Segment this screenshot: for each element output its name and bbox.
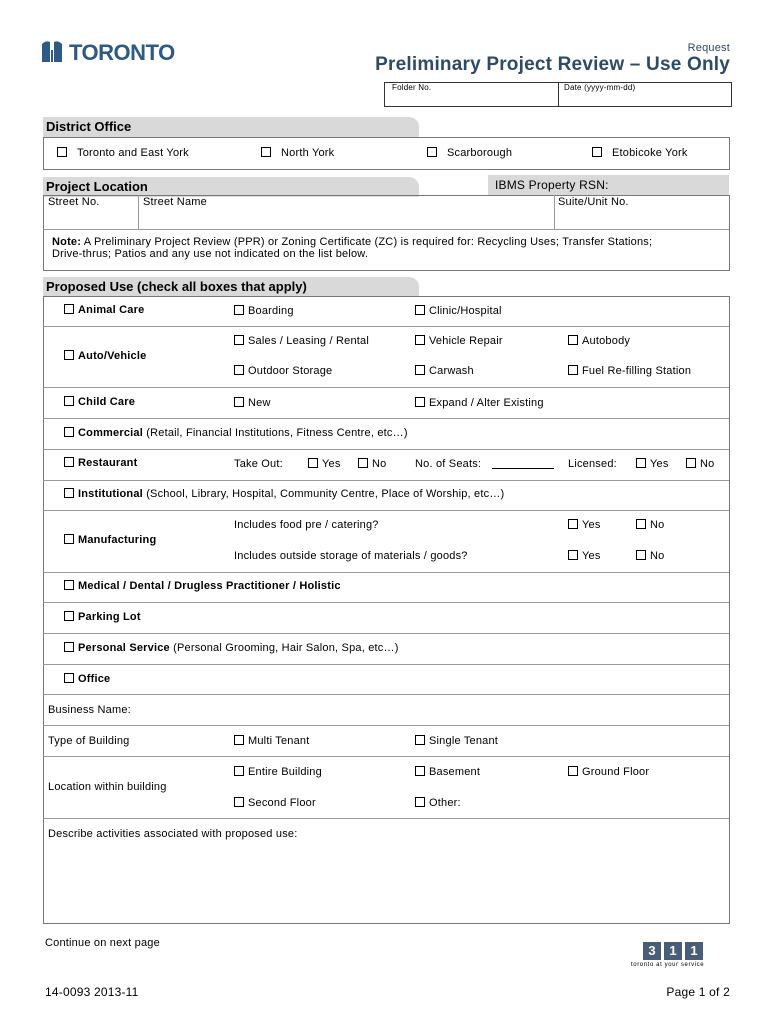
- clinic-option[interactable]: Clinic/Hospital: [415, 305, 502, 317]
- checkbox[interactable]: [636, 458, 646, 468]
- basement-option[interactable]: Basement: [415, 766, 480, 778]
- outside-storage-question: Includes outside storage of materials / goods?: [234, 550, 468, 562]
- type-building-label: Type of Building: [48, 735, 130, 747]
- checkbox[interactable]: [568, 519, 578, 529]
- logo-digit: 1: [685, 942, 703, 960]
- multi-tenant-option[interactable]: Multi Tenant: [234, 735, 310, 747]
- suite-unit-field[interactable]: Suite/Unit No.: [558, 196, 629, 208]
- checkbox[interactable]: [234, 797, 244, 807]
- checkbox[interactable]: [636, 519, 646, 529]
- restaurant-option[interactable]: Restaurant: [64, 457, 137, 469]
- licensed-label: Licensed:: [568, 458, 617, 470]
- single-tenant-option[interactable]: Single Tenant: [415, 735, 498, 747]
- project-location-heading: Project Location: [43, 177, 419, 197]
- auto-vehicle-option[interactable]: Auto/Vehicle: [64, 350, 146, 362]
- take-out-label: Take Out:: [234, 458, 283, 470]
- carwash-option[interactable]: Carwash: [415, 365, 474, 377]
- checkbox[interactable]: [234, 766, 244, 776]
- checkbox[interactable]: [57, 147, 67, 157]
- checkbox[interactable]: [568, 365, 578, 375]
- page-title: Preliminary Project Review – Use Only: [375, 54, 730, 75]
- checkbox[interactable]: [308, 458, 318, 468]
- checkbox[interactable]: [64, 350, 74, 360]
- checkbox[interactable]: [64, 673, 74, 683]
- animal-care-option[interactable]: Animal Care: [64, 304, 144, 316]
- new-option[interactable]: New: [234, 397, 271, 409]
- checkbox[interactable]: [234, 365, 244, 375]
- ibms-rsn-label: IBMS Property RSN:: [495, 178, 609, 192]
- page-number: Page 1 of 2: [666, 985, 730, 999]
- proposed-use-heading: Proposed Use (check all boxes that apply): [43, 277, 419, 297]
- seats-label: No. of Seats:: [415, 458, 482, 470]
- checkbox[interactable]: [636, 550, 646, 560]
- location-within-label: Location within building: [48, 781, 167, 793]
- checkbox[interactable]: [568, 766, 578, 776]
- food-no[interactable]: No: [636, 519, 664, 531]
- checkbox[interactable]: [415, 305, 425, 315]
- district-option-toronto[interactable]: Toronto and East York: [57, 147, 189, 159]
- note-text: Note: A Preliminary Project Review (PPR) or Zoning Certificate (ZC) is required for: Recycling Uses; Transfer Stations;: [52, 236, 653, 248]
- request-label: Request: [687, 42, 730, 54]
- logo-digit: 3: [643, 942, 661, 960]
- checkbox[interactable]: [234, 305, 244, 315]
- checkbox[interactable]: [234, 397, 244, 407]
- form-number: 14-0093 2013-11: [45, 985, 139, 999]
- checkbox[interactable]: [358, 458, 368, 468]
- ground-floor-option[interactable]: Ground Floor: [568, 766, 649, 778]
- checkbox[interactable]: [64, 457, 74, 467]
- district-option-north-york[interactable]: North York: [261, 147, 334, 159]
- street-name-field[interactable]: Street Name: [143, 196, 207, 208]
- checkbox[interactable]: [64, 642, 74, 652]
- district-option-etobicoke[interactable]: Etobicoke York: [592, 147, 688, 159]
- district-office-heading: District Office: [43, 117, 419, 137]
- checkbox[interactable]: [64, 534, 74, 544]
- licensed-no[interactable]: No: [686, 458, 714, 470]
- entire-building-option[interactable]: Entire Building: [234, 766, 322, 778]
- storage-no[interactable]: No: [636, 550, 664, 562]
- business-name-field[interactable]: Business Name:: [48, 704, 131, 716]
- seats-input[interactable]: [492, 468, 554, 469]
- fuel-option[interactable]: Fuel Re-filling Station: [568, 365, 691, 377]
- district-option-scarborough[interactable]: Scarborough: [427, 147, 512, 159]
- checkbox[interactable]: [427, 147, 437, 157]
- take-out-yes[interactable]: Yes: [308, 458, 341, 470]
- checkbox[interactable]: [64, 488, 74, 498]
- note-text-line2: Drive-thrus; Patios and any use not indicated on the list below.: [52, 248, 369, 260]
- parking-lot-option[interactable]: Parking Lot: [64, 611, 141, 623]
- 311-tagline: toronto at your service: [631, 962, 705, 968]
- checkbox[interactable]: [261, 147, 271, 157]
- medical-option[interactable]: Medical / Dental / Drugless Practitioner / Holistic: [64, 580, 341, 592]
- checkbox[interactable]: [568, 335, 578, 345]
- logo-digit: 1: [664, 942, 682, 960]
- office-option[interactable]: Office: [64, 673, 110, 685]
- storage-yes[interactable]: Yes: [568, 550, 601, 562]
- commercial-option[interactable]: Commercial (Retail, Financial Institutions, Fitness Centre, etc…): [64, 427, 408, 439]
- food-yes[interactable]: Yes: [568, 519, 601, 531]
- other-option[interactable]: Other:: [415, 797, 461, 809]
- checkbox[interactable]: [234, 735, 244, 745]
- checkbox[interactable]: [64, 580, 74, 590]
- checkbox[interactable]: [64, 611, 74, 621]
- expand-option[interactable]: Expand / Alter Existing: [415, 397, 544, 409]
- 311-logo: [643, 942, 703, 960]
- checkbox[interactable]: [568, 550, 578, 560]
- child-care-option[interactable]: Child Care: [64, 396, 135, 408]
- checkbox[interactable]: [686, 458, 696, 468]
- describe-activities-field[interactable]: Describe activities associated with proposed use:: [48, 828, 298, 840]
- checkbox[interactable]: [234, 335, 244, 345]
- checkbox[interactable]: [415, 335, 425, 345]
- checkbox[interactable]: [415, 397, 425, 407]
- continue-note: Continue on next page: [45, 937, 160, 949]
- second-floor-option[interactable]: Second Floor: [234, 797, 316, 809]
- outdoor-storage-option[interactable]: Outdoor Storage: [234, 365, 332, 377]
- food-question: Includes food pre / catering?: [234, 519, 379, 531]
- checkbox[interactable]: [415, 766, 425, 776]
- licensed-yes[interactable]: Yes: [636, 458, 669, 470]
- checkbox[interactable]: [415, 797, 425, 807]
- checkbox[interactable]: [64, 396, 74, 406]
- manufacturing-option[interactable]: Manufacturing: [64, 534, 156, 546]
- city-hall-icon: [40, 38, 66, 64]
- boarding-option[interactable]: Boarding: [234, 305, 294, 317]
- vehicle-repair-option[interactable]: Vehicle Repair: [415, 335, 503, 347]
- take-out-no[interactable]: No: [358, 458, 386, 470]
- folder-no-field[interactable]: Folder No.: [392, 83, 432, 92]
- checkbox[interactable]: [64, 304, 74, 314]
- logo-text: TORONTO: [69, 40, 175, 65]
- sales-option[interactable]: Sales / Leasing / Rental: [234, 335, 369, 347]
- institutional-option[interactable]: Institutional (School, Library, Hospital, Community Centre, Place of Worship, etc…): [64, 488, 504, 500]
- date-field[interactable]: Date (yyyy-mm-dd): [564, 83, 636, 92]
- checkbox[interactable]: [64, 427, 74, 437]
- checkbox[interactable]: [592, 147, 602, 157]
- personal-service-option[interactable]: Personal Service (Personal Grooming, Hair Salon, Spa, etc…): [64, 642, 399, 654]
- checkbox[interactable]: [415, 365, 425, 375]
- autobody-option[interactable]: Autobody: [568, 335, 630, 347]
- checkbox[interactable]: [415, 735, 425, 745]
- street-no-field[interactable]: Street No.: [48, 196, 100, 208]
